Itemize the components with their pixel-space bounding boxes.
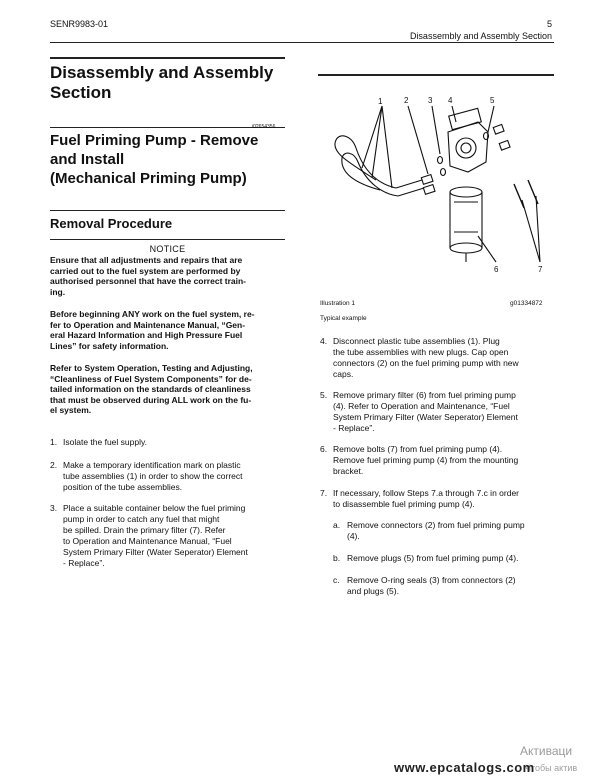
step-line: connectors (2) on the fuel priming pump with new — [333, 358, 519, 368]
step-line: tube assemblies (1) in order to show the correct — [63, 471, 243, 481]
warning-line: “Cleanliness of Fuel System Components” for de- — [50, 373, 252, 384]
site-watermark: www.epcatalogs.com — [394, 760, 535, 775]
step-line: position of the tube assemblies. — [63, 482, 183, 492]
notice-rule — [50, 239, 285, 240]
notice-line: ing. — [50, 286, 66, 297]
callout-5: 5 — [490, 96, 495, 105]
step-number: b. — [333, 553, 341, 563]
tube-assembly — [396, 180, 422, 188]
topic-id: i02654356 — [252, 124, 276, 130]
notice-title: NOTICE — [149, 244, 186, 254]
topic-title-line: Fuel Priming Pump - Remove — [50, 132, 259, 149]
step-number: 6. — [320, 444, 328, 454]
warning-line: eral Hazard Information and High Pressure Fuel — [50, 330, 243, 341]
subhead-rule — [50, 210, 285, 211]
priming-pump-knob — [456, 138, 476, 158]
cleanliness-warning — [50, 363, 284, 416]
step-line: to disassemble fuel priming pump (4). — [333, 499, 475, 509]
o-ring-seal — [441, 169, 446, 176]
step-number: 7. — [320, 488, 328, 498]
header-section-name: Disassembly and Assembly Section — [409, 31, 552, 41]
tube-assembly — [342, 153, 398, 196]
callout-3: 3 — [428, 96, 433, 105]
callout-6: 6 — [494, 265, 499, 274]
step-line: pump in order to catch any fuel that might — [63, 514, 220, 524]
illustration-caption: Illustration 1 — [320, 300, 356, 307]
topic-title-line: and Install — [50, 151, 125, 168]
step-line: the tube assemblies with new plugs. Cap open — [333, 347, 509, 357]
warning-line: Before beginning ANY work on the fuel system, re- — [50, 309, 255, 319]
step-line: Remove plugs (5) from fuel priming pump (4). — [347, 553, 519, 563]
step-line: System Primary Filter (Water Seperator) Element — [333, 412, 518, 422]
step-line: Remove fuel priming pump (4) from the mounting — [333, 455, 519, 465]
step-number: 2. — [50, 460, 58, 470]
fuel-priming-pump-illustration — [318, 92, 554, 292]
bolt — [514, 184, 524, 208]
header-rule — [50, 42, 554, 43]
safety-warning — [50, 309, 284, 351]
callout-4: 4 — [448, 96, 453, 105]
step-line: Remove O-ring seals (3) from connectors (2) — [347, 575, 516, 585]
notice-line: authorised personnel that have the correct train- — [50, 276, 247, 287]
topic-title — [50, 131, 290, 188]
section-title-line: Disassembly and Assembly — [50, 63, 274, 82]
illustration-graphic-id: g01334872 — [510, 300, 543, 307]
page-number: 5 — [546, 19, 552, 29]
warning-line: el system. — [50, 405, 92, 416]
step-line: Remove connectors (2) from fuel priming pump — [347, 520, 525, 530]
step-line: If necessary, follow Steps 7.a through 7.c in order — [333, 488, 519, 498]
tube-assembly — [398, 188, 424, 196]
callout-2: 2 — [404, 96, 409, 105]
step-line: (4). — [347, 531, 360, 541]
step-line: Make a temporary identification mark on plastic — [63, 460, 241, 470]
activation-watermark-sub: Чтобы актив — [525, 763, 578, 773]
plug — [493, 124, 504, 134]
warning-line: that must be observed during ALL work on the fu- — [50, 394, 252, 405]
document-number: SENR9983-01 — [50, 19, 109, 29]
step-line: Disconnect plastic tube assemblies (1). Plug — [333, 336, 500, 346]
step-line: to Operation and Maintenance Manual, “Fuel — [63, 536, 232, 546]
topic-rule — [50, 127, 285, 128]
step-line: Isolate the fuel supply. — [63, 437, 147, 447]
connector — [423, 185, 435, 195]
warning-line: Refer to System Operation, Testing and Adjusting, — [50, 363, 253, 373]
notice-text — [50, 255, 284, 297]
step-line: Remove bolts (7) from fuel priming pump (4). — [333, 444, 503, 454]
step-number: 5. — [320, 390, 328, 400]
warning-line: Lines” for safety information. — [50, 340, 169, 351]
step-line: bracket. — [333, 466, 364, 476]
illustration-subcaption: Typical example — [320, 315, 367, 322]
step-number: 1. — [50, 437, 58, 447]
step-number: 3. — [50, 503, 58, 513]
plug — [499, 140, 510, 150]
callout-1: 1 — [378, 97, 383, 106]
step-number: a. — [333, 520, 341, 530]
activation-watermark: Активаци — [520, 744, 573, 758]
step-number: 4. — [320, 336, 328, 346]
callout-7: 7 — [538, 265, 543, 274]
step-line: Remove primary filter (6) from fuel priming pump — [333, 390, 516, 400]
step-line: Place a suitable container below the fuel priming — [63, 503, 246, 513]
section-rule-right — [318, 74, 554, 76]
step-line: - Replace”. — [333, 423, 375, 433]
step-line: be spilled. Drain the primary filter (7). Refer — [63, 525, 226, 535]
step-line: System Primary Filter (Water Seperator) Element — [63, 547, 248, 557]
warning-line: fer to Operation and Maintenance Manual, “Gen- — [50, 319, 246, 330]
step-line: (4). Refer to Operation and Maintenance, “Fuel — [333, 401, 510, 411]
section-title-line: Section — [50, 83, 112, 102]
removal-procedure-heading: Removal Procedure — [50, 216, 173, 231]
step-line: caps. — [333, 369, 354, 379]
o-ring-seal — [438, 157, 443, 164]
primary-filter — [450, 187, 482, 197]
section-rule-left — [50, 57, 285, 59]
step-line: - Replace”. — [63, 558, 105, 568]
connector — [421, 175, 433, 185]
warning-line: tailed information on the standards of cleanliness — [50, 384, 251, 395]
step-number: c. — [333, 575, 340, 585]
notice-line: Ensure that all adjustments and repairs that are — [50, 255, 243, 265]
notice-line: carried out to the fuel system are performed by — [50, 265, 241, 276]
step-line: and plugs (5). — [347, 586, 399, 596]
section-title — [50, 63, 300, 103]
topic-title-line: (Mechanical Priming Pump) — [50, 170, 247, 187]
